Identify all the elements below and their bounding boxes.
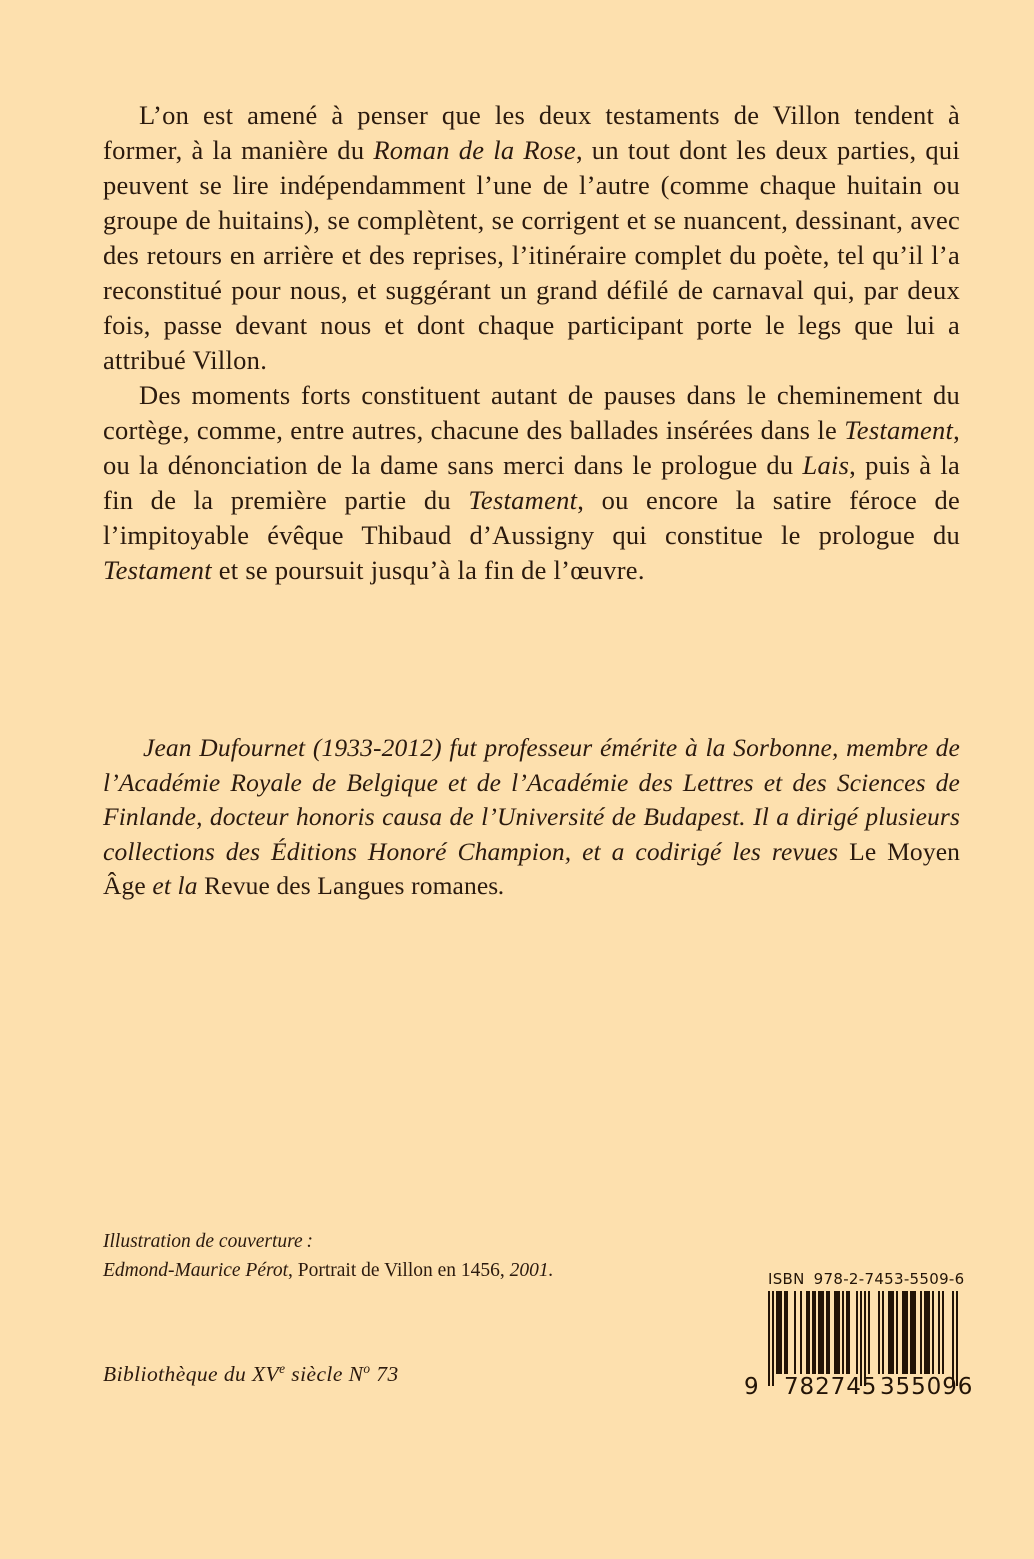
blurb-p2-part3: , puis à la fin de la première partie du bbox=[103, 450, 960, 515]
bio-part2: et la bbox=[145, 871, 205, 900]
barcode-space bbox=[870, 1291, 878, 1374]
blurb-p2-title-testament-3: Testament bbox=[103, 555, 212, 585]
blurb-p2-part2: , ou la dénonciation de la dame sans merci dans le prologue du bbox=[103, 415, 960, 480]
series-prefix: Bibliothèque du XV bbox=[103, 1362, 280, 1386]
blurb-text-block bbox=[103, 98, 960, 588]
blurb-paragraph-1 bbox=[103, 98, 960, 378]
series-line bbox=[103, 1362, 399, 1387]
series-number: 73 bbox=[370, 1362, 399, 1386]
cover-illustration-credit bbox=[103, 1227, 723, 1285]
bio-part1: Jean Dufournet (1933-2012) fut professeur émérite à la Sorbonne, membre de l’Académie Royale de Belgique et de l’Académie des Lettres et des Sciences de Finlande, docteur honoris causa de l’Université de Budapest. Il a dirigé plusieurs collections des Éditions Honoré Champion, et a codirigé les revues bbox=[103, 733, 960, 866]
credit-line-2 bbox=[103, 1256, 723, 1285]
credit-label: Illustration de couverture : bbox=[103, 1231, 314, 1252]
blurb-p2-title-lais: Lais bbox=[802, 450, 850, 480]
isbn-barcode-block bbox=[742, 1270, 972, 1401]
author-bio-paragraph bbox=[103, 731, 960, 904]
blurb-p1-part2: , un tout dont les deux parties, qui peuvent se lire indépendamment l’une de l’autre (comme chaque huitain ou groupe de huitains), se complètent, se corrigent et se nuancent, dessinant, avec des retours en arrière et des reprises, l’itinéraire complet du poète, tel qu’il l’a reconstitué pour nous, et suggérant un grand défilé de carnaval qui, par deux fois, passe devant nous et dont chaque participant porte le legs que lui a attribué Villon. bbox=[103, 135, 961, 375]
credit-artwork-title: , Portrait de Villon en 1456, bbox=[288, 1260, 510, 1281]
credit-line-1 bbox=[103, 1227, 723, 1256]
blurb-p1-part1: L’on est amené à penser que les deux testaments de Villon tendent à former, à la manière du bbox=[103, 100, 960, 165]
blurb-p2-title-testament-1: Testament bbox=[844, 415, 954, 445]
credit-artwork-year: 2001. bbox=[509, 1260, 554, 1281]
series-ordinal-e: e bbox=[279, 1360, 286, 1376]
author-bio-block bbox=[103, 731, 960, 904]
barcode-space bbox=[944, 1291, 952, 1374]
blurb-p2-part4: , ou encore la satire féroce de l’impitoyable évêque Thibaud d’Aussigny qui constitue le prologue du bbox=[103, 485, 960, 550]
bio-journal-revue-des-langues-romanes: Revue des Langues romanes bbox=[204, 871, 499, 900]
isbn-text-line bbox=[768, 1270, 972, 1288]
barcode-right-group: 355096 bbox=[880, 1374, 974, 1400]
isbn-number: 978-2-7453-5509-6 bbox=[813, 1270, 965, 1288]
bio-part3: . bbox=[498, 871, 505, 900]
bio-journal-le-moyen-age: Le Moyen Âge bbox=[103, 836, 961, 900]
blurb-p2-title-testament-2: Testament bbox=[468, 485, 578, 515]
barcode-digits bbox=[742, 1374, 972, 1400]
barcode-graphic bbox=[742, 1291, 972, 1401]
blurb-p2-part1: Des moments forts constituent autant de pauses dans le cheminement du cortège, comme, entre autres, chacune des ballades insérées dans le bbox=[103, 380, 960, 445]
barcode-bar bbox=[956, 1291, 958, 1386]
blurb-paragraph-2 bbox=[103, 378, 960, 588]
barcode-bars bbox=[768, 1291, 958, 1383]
blurb-p1-title-roman-de-la-rose: Roman de la Rose bbox=[373, 135, 576, 165]
series-middle: siècle N bbox=[285, 1362, 364, 1386]
series-ordinal-o: o bbox=[363, 1360, 371, 1376]
barcode-lead-digit: 9 bbox=[744, 1374, 760, 1400]
isbn-label: ISBN bbox=[768, 1270, 805, 1288]
barcode-left-group: 782745 bbox=[784, 1374, 878, 1400]
blurb-p2-part5: et se poursuit jusqu’à la fin de l’œuvre. bbox=[211, 555, 645, 585]
credit-artist-name: Edmond-Maurice Pérot bbox=[103, 1260, 289, 1281]
